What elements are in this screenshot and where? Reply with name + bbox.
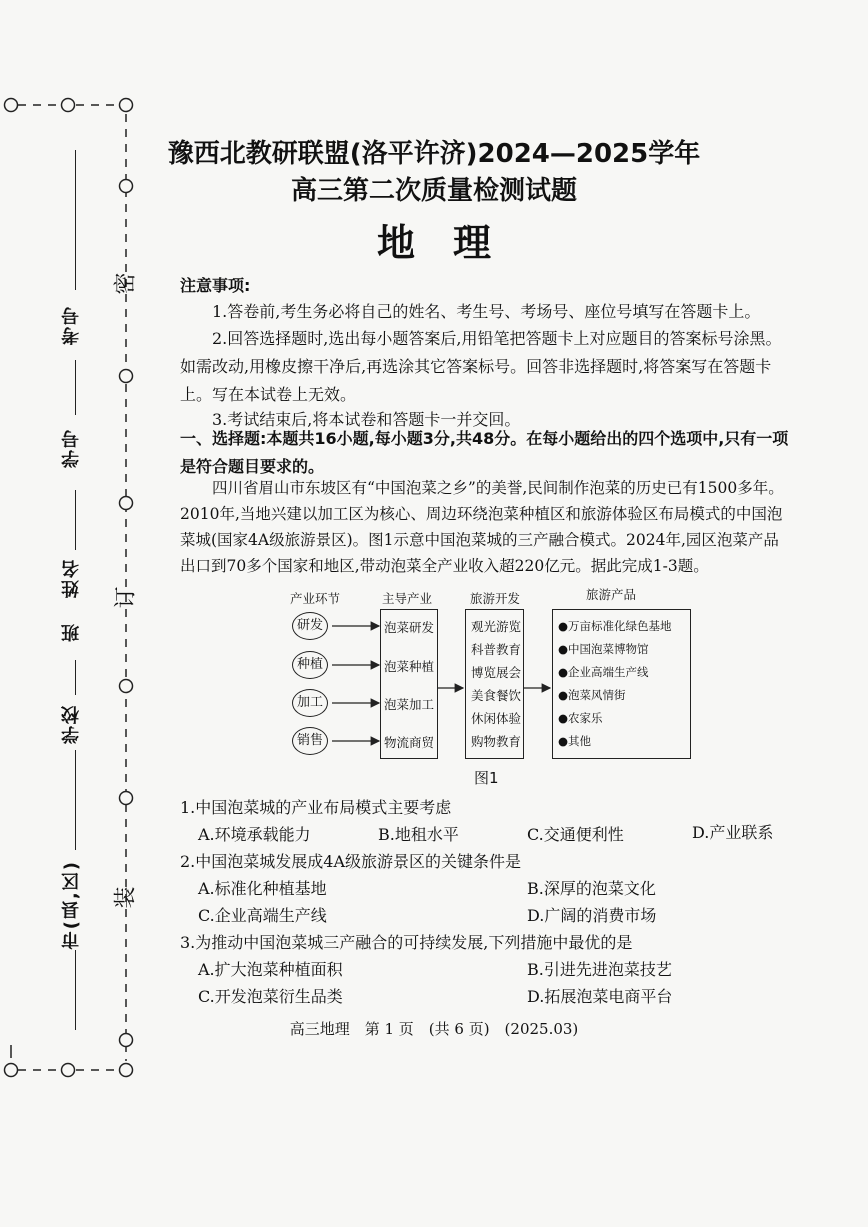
passage: 四川省眉山市东坡区有“中国泡菜之乡”的美誉,民间制作泡菜的历史已有1500多年。2010年,当地兴建以加工区为核心、周边环绕泡菜种植区和旅游体验区布局模式的中国泡菜城(国家4A级旅游景区)。图1示意中国泡菜城的三产融合模式。2024年,园区泡菜产品出口到70多个国家和地区,带动泡菜全产业收入超220亿元。据此完成1-3题。	[180, 479, 784, 575]
question-1-option-c[interactable]: C.交通便利性	[527, 825, 624, 844]
note-item-1: 1.答卷前,考生务必将自己的姓名、考生号、考场号、座位号填写在答题卡上。	[212, 302, 761, 321]
tourism-dev-item: 购物教育	[471, 734, 522, 749]
subject-title: 地理	[376, 220, 529, 265]
stage-sales: 销售	[292, 727, 328, 755]
question-1-option-d[interactable]: D.产业联系	[692, 823, 774, 842]
fig-header-stage: 产业环节	[290, 591, 341, 606]
cut-mark-bind: 订	[113, 586, 139, 609]
notes-heading: 注意事项:	[180, 276, 251, 295]
tourism-product-item: ●中国泡菜博物馆	[558, 642, 649, 656]
question-3-option-d[interactable]: D.拓展泡菜电商平台	[527, 987, 673, 1006]
tourism-dev-item: 科普教育	[471, 642, 522, 657]
tourism-product-item: ●企业高端生产线	[558, 665, 649, 679]
question-3-option-a[interactable]: A.扩大泡菜种植面积	[198, 960, 343, 979]
question-2-option-d[interactable]: D.广阔的消费市场	[527, 906, 657, 925]
question-2-option-b[interactable]: B.深厚的泡菜文化	[527, 879, 656, 898]
tourism-product-item: ●万亩标准化绿色基地	[558, 619, 672, 633]
question-3-option-b[interactable]: B.引进先进泡菜技艺	[527, 960, 672, 979]
stage-planting: 种植	[292, 651, 328, 679]
question-1-stem: 1.中国泡菜城的产业布局模式主要考虑	[180, 798, 452, 817]
fig-header-tourism-products: 旅游产品	[586, 587, 637, 602]
tourism-dev-item: 博览展会	[471, 665, 522, 680]
industry-item: 物流商贸	[384, 735, 435, 750]
tourism-product-item: ●其他	[558, 734, 592, 748]
name-label: 姓名	[61, 558, 82, 598]
question-3-option-c[interactable]: C.开发泡菜衍生品类	[198, 987, 343, 1006]
tourism-product-item: ●农家乐	[558, 711, 603, 725]
tourism-product-item: ●泡菜风情街	[558, 688, 626, 702]
note-item-3: 3.考试结束后,将本试卷和答题卡一并交回。	[212, 410, 521, 429]
page-footer: 高三地理 第 1 页 (共 6 页) (2025.03)	[289, 1020, 579, 1038]
fig-header-tourism-dev: 旅游开发	[470, 591, 521, 606]
tourism-dev-item: 美食餐饮	[471, 688, 522, 703]
student-no-label: 学号	[61, 428, 82, 468]
tourism-dev-item: 观光游览	[471, 619, 522, 634]
section-heading: 一、选择题:本题共16小题,每小题3分,共48分。在每小题给出的四个选项中,只有一项是符合题目要求的。	[180, 429, 789, 476]
school-line[interactable]	[75, 750, 76, 850]
industry-item: 泡菜种植	[384, 659, 435, 674]
figure-caption: 图1	[474, 769, 499, 787]
city-label: 市(县,区)	[61, 860, 82, 950]
industry-item: 泡菜加工	[384, 697, 435, 712]
exam-subtitle: 高三第二次质量检测试题	[290, 176, 577, 206]
question-2-option-c[interactable]: C.企业高端生产线	[198, 906, 327, 925]
figure-1	[280, 585, 700, 785]
class-label: 班	[61, 622, 82, 642]
stage-rd: 研发	[292, 612, 328, 640]
exam-no-label: 考号	[61, 305, 82, 345]
question-3-stem: 3.为推动中国泡菜城三产融合的可持续发展,下列措施中最优的是	[180, 933, 633, 952]
tourism-dev-item: 休闲体验	[471, 711, 522, 726]
student-no-line[interactable]	[75, 360, 76, 415]
cut-mark-mount: 装	[113, 886, 139, 909]
industry-item: 泡菜研发	[384, 620, 435, 635]
cut-mark-seal: 密	[113, 272, 139, 295]
class-line[interactable]	[75, 660, 76, 695]
name-line[interactable]	[75, 490, 76, 550]
question-1-option-a[interactable]: A.环境承载能力	[198, 825, 311, 844]
exam-title: 豫西北教研联盟(洛平许济)2024—2025学年	[167, 139, 701, 169]
question-2-option-a[interactable]: A.标准化种植基地	[198, 879, 327, 898]
question-2-stem: 2.中国泡菜城发展成4A级旅游景区的关键条件是	[180, 852, 522, 871]
school-label: 学校	[61, 704, 82, 744]
note-item-2: 2.回答选择题时,选出每小题答案后,用铅笔把答题卡上对应题目的答案标号涂黑。如需改动,用橡皮擦干净后,再选涂其它答案标号。回答非选择题时,将答案写在答题卡上。写在本试卷上无效。	[180, 329, 782, 404]
question-1-option-b[interactable]: B.地租水平	[378, 825, 459, 844]
fig-header-industry: 主导产业	[382, 591, 433, 606]
stage-processing: 加工	[292, 689, 328, 717]
